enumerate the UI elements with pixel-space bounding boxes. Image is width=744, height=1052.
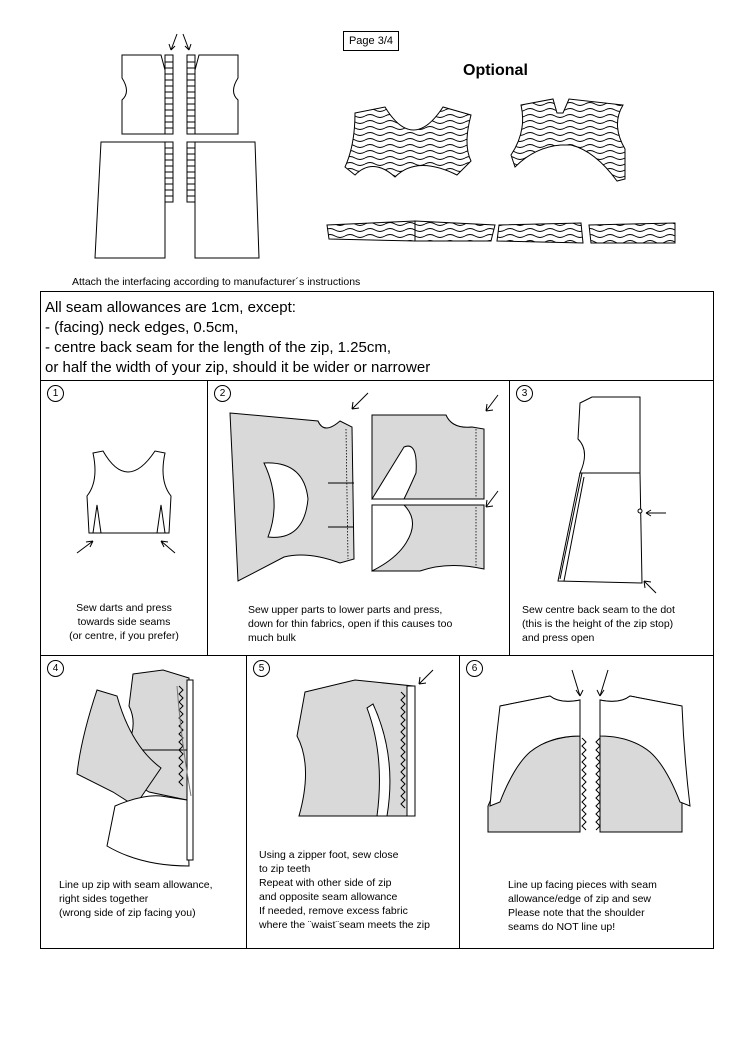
join-upper-lower-illustration xyxy=(208,381,511,591)
step-5 xyxy=(246,655,460,949)
step-number: 2 xyxy=(214,385,231,402)
step-2 xyxy=(207,380,510,656)
optional-facing-pieces xyxy=(325,95,695,255)
step-number: 1 xyxy=(47,385,64,402)
allowance-line-3: - centre back seam for the length of the zip, 1.25cm, xyxy=(45,339,392,356)
step-caption: Using a zipper foot, sew close to zip teeth Repeat with other side of zip and opposite seam allowance If needed, remove excess fabric where the ¨waist¨seam meets the zip xyxy=(259,849,430,931)
step-3 xyxy=(509,380,714,656)
step-number: 3 xyxy=(516,385,533,402)
attach-facing-illustration xyxy=(460,656,715,856)
step-number: 6 xyxy=(466,660,483,677)
optional-heading: Optional xyxy=(463,62,528,79)
centre-back-seam-illustration xyxy=(510,381,715,596)
step-1 xyxy=(40,380,208,656)
step-caption: Line up zip with seam allowance, right sides together (wrong side of zip facing you) xyxy=(59,879,213,919)
zip-lineup-illustration xyxy=(41,656,248,868)
interfacing-note: Attach the interfacing according to manufacturer´s instructions xyxy=(72,276,361,288)
seam-allowance-box xyxy=(40,291,714,381)
page-number: Page 3/4 xyxy=(343,31,399,51)
step-caption: Line up facing pieces with seam allowance/edge of zip and sew Please note that the shoulder seams do NOT line up! xyxy=(508,879,657,933)
step-caption: Sew darts and press towards side seams (or centre, if you prefer) xyxy=(69,602,179,642)
front-pieces-illustration xyxy=(95,30,275,260)
allowance-line-4: or half the width of your zip, should it be wider or narrower xyxy=(45,359,431,376)
bodice-darts-illustration xyxy=(41,381,209,581)
step-number: 4 xyxy=(47,660,64,677)
step-6 xyxy=(459,655,714,949)
allowance-line-2: - (facing) neck edges, 0.5cm, xyxy=(45,319,239,336)
step-caption: Sew upper parts to lower parts and press, down for thin fabrics, open if this causes too much bulk xyxy=(248,604,453,644)
step-caption: Sew centre back seam to the dot (this is the height of the zip stop) and press open xyxy=(522,604,675,644)
allowance-line-1: All seam allowances are 1cm, except: xyxy=(45,299,296,316)
step-number: 5 xyxy=(253,660,270,677)
step-4 xyxy=(40,655,247,949)
sew-zip-illustration xyxy=(247,656,461,846)
